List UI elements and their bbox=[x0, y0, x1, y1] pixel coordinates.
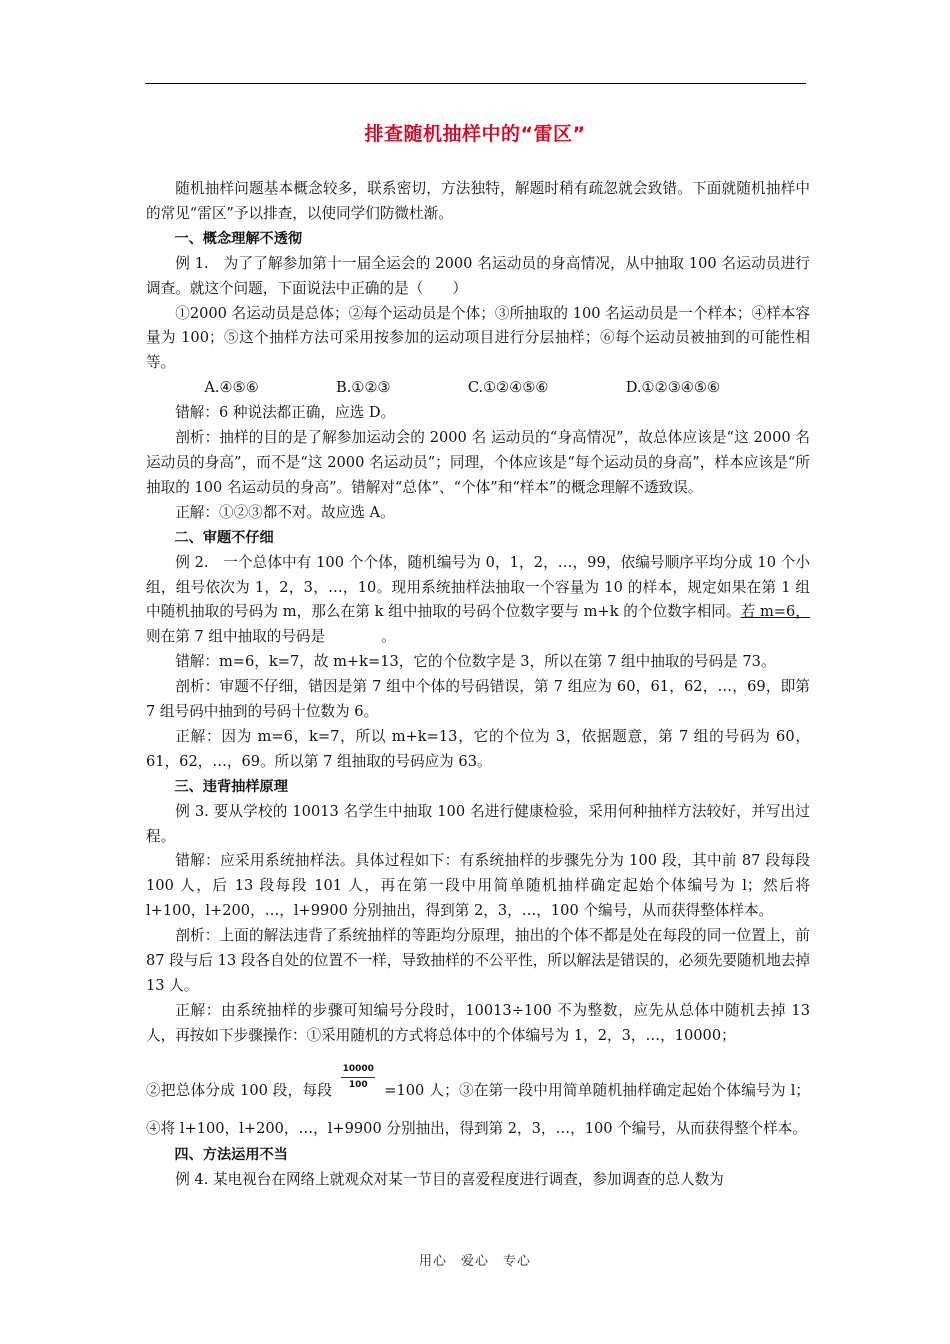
example-4-question: 例 4. 某电视台在网络上就观众对某一节目的喜爱程度进行调查，参加调查的总人数为 bbox=[175, 1170, 724, 1188]
example-2-question-tail: 则在第 7 组中抽取的号码是 bbox=[146, 628, 326, 646]
example-2-underlined-condition: 若 m=6， bbox=[740, 603, 810, 621]
document-title: 排查随机抽样中的“雷区” bbox=[364, 123, 586, 145]
section-3-heading: 三、违背抽样原理 bbox=[174, 778, 288, 795]
section-1-heading: 一、概念理解不透彻 bbox=[174, 230, 303, 247]
example-1-wrong-solution: 错解：6 种说法都正确，应选 D。 bbox=[175, 404, 396, 422]
option-b: B.①②③ bbox=[336, 379, 391, 397]
fraction bbox=[338, 1063, 378, 1115]
fraction-denominator: 100 bbox=[348, 1079, 368, 1090]
example-2-question-end: 。 bbox=[381, 628, 396, 646]
option-c: C.①②④⑤⑥ bbox=[467, 379, 549, 397]
example-2-analysis: 剖析：审题不仔细，错因是第 7 组中个体的号码错误，第 7 组应为 60，61，62，…，69，即第 7 组号码中抽到的号码十位数为 6。 bbox=[146, 678, 810, 721]
example-1-question: 例 1. 为了了解参加第十一届全运会的 2000 名运动员的身高情况，从中抽取 100 名运动员进行调查。就这个问题，下面说法中正确的是（ ） bbox=[146, 254, 810, 297]
section-4-heading: 四、方法运用不当 bbox=[174, 1146, 288, 1163]
example-1-statements: ①2000 名运动员是总体；②每个运动员是个体；③所抽取的 100 名运动员是一个样本；④样本容量为 100；⑤这个抽样方法可采用按参加的运动项目进行分层抽样；⑥每个运动员被抽到的可能性相等。 bbox=[146, 304, 810, 372]
section-2-heading: 二、审题不仔细 bbox=[174, 529, 274, 546]
example-2-question-main: 例 2. 一个总体中有 100 个个体，随机编号为 0，1，2，…，99，依编号顺序平均分成 10 个小组，组号依次为 1，2，3，…，10。现用系统抽样法抽取一个容量为 10 的样本，规定如果在第 1 组中随机抽取的号码为 m，那么在第 k 组中抽取的号码个位数字要与 m+k 的个位数字相同。 bbox=[146, 553, 810, 621]
example-2-question bbox=[146, 551, 810, 651]
example-3-question: 例 3. 要从学校的 10013 名学生中抽取 100 名进行健康检验，采用何种抽样方法较好，并写出过程。 bbox=[146, 802, 810, 845]
page-footer: 用心 爱心 专心 bbox=[418, 1254, 531, 1269]
example-3-correct-solution-part-1: 正解：由系统抽样的步骤可知编号分段时，10013÷100 不为整数，应先从总体中随机去掉 13 人，再按如下步骤操作：①采用随机的方式将总体中的个体编号为 1，2，3，…，10000； bbox=[146, 1001, 810, 1044]
example-3-step-2-rest: =100 人；③在第一段中用简单随机抽样确定起始个体编号为 l；④将 l+100，l+200，…，l+9900 分别抽出，得到第 2，3，…，100 个编号，从而获得整个样本。 bbox=[146, 1081, 810, 1137]
fraction-bar bbox=[341, 1077, 375, 1078]
example-1-analysis: 剖析：抽样的目的是了解参加运动会的 2000 名 运动员的“身高情况”，故总体应该是“这 2000 名运动员的身高”，而不是“这 2000 名运动员”；同理，个体应该是“每个运动员的身高”，样本应该是“所抽取的 100 名运动员的身高”。错解对“总体”、“个体”和“样本”的概念理解不透致误。 bbox=[146, 429, 810, 496]
example-1-options bbox=[146, 376, 810, 401]
header-rule bbox=[145, 83, 806, 84]
document-body bbox=[146, 177, 810, 1193]
option-a: A.④⑤⑥ bbox=[204, 379, 259, 397]
example-1-correct-solution: 正解：①②③都不对。故应选 A。 bbox=[175, 503, 395, 521]
example-3-wrong-solution: 错解：应采用系统抽样法。具体过程如下：有系统抽样的步骤先分为 100 段，其中前 87 段每段 100 人，后 13 段每段 101 人，再在第一段中用简单随机抽样确定起始个体编号为 l；然后将 l+100，l+200，…，l+9900 分别抽出，得到第 2，3，…，100 个编号，从而获得整体样本。 bbox=[146, 852, 810, 920]
intro-paragraph: 随机抽样问题基本概念较多，联系密切，方法独特，解题时稍有疏忽就会致错。下面就随机抽样中的常见“雷区”予以排查，以使同学们防微杜渐。 bbox=[146, 180, 810, 222]
fraction-numerator: 10000 bbox=[342, 1063, 374, 1074]
example-2-wrong-solution: 错解：m=6，k=7，故 m+k=13，它的个位数字是 3，所以在第 7 组中抽取的号码是 73。 bbox=[175, 653, 776, 671]
example-3-correct-solution-part-2 bbox=[146, 1049, 810, 1143]
example-2-correct-solution: 正解：因为 m=6，k=7，所以 m+k=13，它的个位为 3，依据题意，第 7 组的号码为 60，61，62，…，69。所以第 7 组抽取的号码应为 63。 bbox=[146, 727, 810, 770]
example-3-step-2-text: ②把总体分成 100 段，每段 bbox=[146, 1081, 333, 1099]
option-d: D.①②③④⑤⑥ bbox=[625, 379, 721, 397]
example-3-analysis: 剖析：上面的解法违背了系统抽样的等距均分原理，抽出的个体不都是处在每段的同一位置上，前 87 段与后 13 段各自处的位置不一样，导致抽样的不公平性，所以解法是错误的，必须先要随机地去掉 13 人。 bbox=[146, 927, 810, 994]
